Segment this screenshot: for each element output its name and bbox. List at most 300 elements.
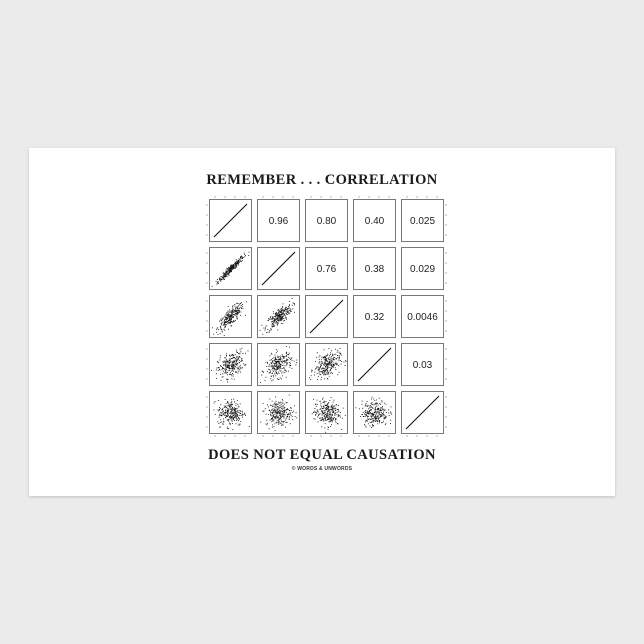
scatter-point xyxy=(327,408,328,409)
scatter-point xyxy=(331,368,332,369)
scatter-point xyxy=(242,306,243,307)
scatter-point xyxy=(338,405,339,406)
scatter-point xyxy=(226,318,227,319)
scatter-point xyxy=(328,402,329,403)
scatter-point xyxy=(272,324,273,325)
scatter-point xyxy=(390,420,391,421)
scatter-point xyxy=(377,420,378,421)
scatter-point xyxy=(294,361,295,362)
scatter-point xyxy=(380,404,381,405)
scatter-point xyxy=(268,332,269,333)
scatter-point xyxy=(386,416,387,417)
scatter-point xyxy=(271,363,272,364)
scatter-point xyxy=(382,422,383,423)
scatter-point xyxy=(274,412,275,413)
scatter-point xyxy=(377,416,378,417)
scatter-point xyxy=(281,323,282,324)
scatter-point xyxy=(242,358,243,359)
scatter-point xyxy=(273,371,274,372)
correlation-label: 0.0046 xyxy=(407,312,438,323)
scatter-point xyxy=(271,380,272,381)
scatter-point xyxy=(230,365,231,366)
scatter-point xyxy=(379,422,380,423)
scatter-point xyxy=(237,317,238,318)
scatter-point xyxy=(274,406,275,407)
scatter-point xyxy=(231,318,232,319)
scatter-point xyxy=(220,326,221,327)
scatter-point xyxy=(245,315,246,316)
scatter-point xyxy=(314,372,315,373)
scatter-point xyxy=(280,319,281,320)
scatter-point xyxy=(292,360,293,361)
scatter-point xyxy=(283,408,284,409)
scatter-point xyxy=(222,409,223,410)
matrix-cell-2-4 xyxy=(402,296,444,338)
scatter-point xyxy=(289,365,290,366)
scatter-point xyxy=(314,412,315,413)
scatter-point xyxy=(227,414,228,415)
matrix-cell-3-4 xyxy=(402,344,444,386)
scatter-point xyxy=(324,410,325,411)
scatter-point xyxy=(226,360,227,361)
scatter-point xyxy=(242,414,243,415)
scatter-point xyxy=(235,411,236,412)
scatter-point xyxy=(381,416,382,417)
scatter-point xyxy=(331,350,332,351)
scatter-point xyxy=(320,374,321,375)
scatter-point xyxy=(226,412,227,413)
scatter-point xyxy=(284,368,285,369)
scatter-point xyxy=(319,368,320,369)
scatter-point xyxy=(290,309,291,310)
scatter-point xyxy=(260,382,261,383)
scatter-point xyxy=(230,424,231,425)
scatter-point xyxy=(382,406,383,407)
scatter-point xyxy=(239,356,240,357)
scatter-point xyxy=(371,413,372,414)
scatter-point xyxy=(370,407,371,408)
scatter-point xyxy=(219,414,220,415)
scatter-point xyxy=(275,396,276,397)
scatter-point xyxy=(274,318,275,319)
scatter-point xyxy=(286,363,287,364)
scatter-point xyxy=(328,372,329,373)
scatter-point xyxy=(283,414,284,415)
scatter-point xyxy=(314,411,315,412)
scatter-point xyxy=(333,402,334,403)
scatter-point xyxy=(368,423,369,424)
scatter-point xyxy=(228,410,229,411)
scatter-point xyxy=(265,408,266,409)
scatter-point xyxy=(323,374,324,375)
scatter-point xyxy=(223,278,224,279)
scatter-point xyxy=(273,320,274,321)
scatter-point xyxy=(232,307,233,308)
scatter-point xyxy=(331,417,332,418)
scatter-point xyxy=(377,421,378,422)
scatter-point xyxy=(284,315,285,316)
scatter-point xyxy=(235,308,236,309)
scatter-point xyxy=(271,326,272,327)
scatter-point xyxy=(331,363,332,364)
scatter-point xyxy=(236,259,237,260)
scatter-point xyxy=(220,408,221,409)
scatter-point xyxy=(228,275,229,276)
scatter-point xyxy=(321,403,322,404)
scatter-point xyxy=(367,405,368,406)
scatter-point xyxy=(279,366,280,367)
scatter-point xyxy=(236,350,237,351)
scatter-point xyxy=(236,418,237,419)
scatter-point xyxy=(367,412,368,413)
scatter-point xyxy=(231,374,232,375)
scatter-point xyxy=(284,360,285,361)
scatter-point xyxy=(263,411,264,412)
scatter-point xyxy=(329,406,330,407)
scatter-point xyxy=(325,405,326,406)
scatter-point xyxy=(218,411,219,412)
scatter-point xyxy=(368,413,369,414)
scatter-point xyxy=(233,364,234,365)
scatter-point xyxy=(267,424,268,425)
scatter-point xyxy=(224,362,225,363)
scatter-point xyxy=(282,306,283,307)
scatter-point xyxy=(272,362,273,363)
scatter-point xyxy=(218,362,219,363)
scatter-point xyxy=(334,359,335,360)
scatter-point xyxy=(327,374,328,375)
scatter-point xyxy=(309,377,310,378)
scatter-point xyxy=(288,313,289,314)
scatter-point xyxy=(333,406,334,407)
scatter-point xyxy=(235,267,236,268)
scatter-point xyxy=(238,358,239,359)
scatter-point xyxy=(281,310,282,311)
scatter-point xyxy=(282,354,283,355)
scatter-point xyxy=(331,365,332,366)
scatter-point xyxy=(231,371,232,372)
scatter-point xyxy=(314,408,315,409)
scatter-point xyxy=(278,412,279,413)
scatter-point xyxy=(220,278,221,279)
sticker xyxy=(29,148,615,496)
scatter-point xyxy=(344,362,345,363)
scatter-point xyxy=(284,361,285,362)
scatter-point xyxy=(330,370,331,371)
scatter-point xyxy=(278,420,279,421)
scatter-point xyxy=(319,357,320,358)
scatter-point xyxy=(375,415,376,416)
scatter-point xyxy=(375,411,376,412)
scatter-point xyxy=(277,404,278,405)
scatter-point xyxy=(388,413,389,414)
scatter-point xyxy=(228,317,229,318)
scatter-point xyxy=(278,409,279,410)
scatter-point xyxy=(330,354,331,355)
scatter-point xyxy=(272,424,273,425)
scatter-point xyxy=(328,363,329,364)
scatter-point xyxy=(230,372,231,373)
scatter-point xyxy=(227,365,228,366)
scatter-point xyxy=(241,256,242,257)
scatter-point xyxy=(336,414,337,415)
scatter-point xyxy=(286,353,287,354)
scatter-point xyxy=(325,419,326,420)
scatter-point xyxy=(319,355,320,356)
scatter-point xyxy=(322,362,323,363)
scatter-point xyxy=(332,405,333,406)
scatter-point xyxy=(249,252,250,253)
scatter-point xyxy=(345,360,346,361)
scatter-point xyxy=(296,417,297,418)
scatter-point xyxy=(244,254,245,255)
scatter-point xyxy=(280,411,281,412)
scatter-point xyxy=(331,358,332,359)
scatter-point xyxy=(317,400,318,401)
scatter-point xyxy=(280,411,281,412)
scatter-point xyxy=(324,418,325,419)
scatter-point xyxy=(383,415,384,416)
scatter-point xyxy=(330,426,331,427)
matrix-cell-3-3 xyxy=(354,344,396,386)
scatter-point xyxy=(223,329,224,330)
scatter-point xyxy=(241,307,242,308)
scatter-point xyxy=(276,403,277,404)
scatter-point xyxy=(273,416,274,417)
scatter-point xyxy=(225,412,226,413)
scatter-point xyxy=(222,318,223,319)
scatter-point xyxy=(326,407,327,408)
scatter-point xyxy=(224,373,225,374)
scatter-point xyxy=(272,409,273,410)
scatter-point xyxy=(277,413,278,414)
scatter-point xyxy=(274,417,275,418)
scatter-point xyxy=(274,365,275,366)
scatter-point xyxy=(311,371,312,372)
scatter-point xyxy=(326,370,327,371)
scatter-point xyxy=(380,416,381,417)
scatter-point xyxy=(289,310,290,311)
scatter-point xyxy=(224,415,225,416)
scatter-point xyxy=(230,317,231,318)
scatter-point xyxy=(325,366,326,367)
scatter-point xyxy=(324,401,325,402)
scatter-point xyxy=(277,368,278,369)
scatter-point xyxy=(385,404,386,405)
scatter-point xyxy=(236,316,237,317)
scatter-point xyxy=(232,364,233,365)
scatter-point xyxy=(279,408,280,409)
scatter-point xyxy=(221,422,222,423)
scatter-point xyxy=(328,358,329,359)
scatter-point xyxy=(284,407,285,408)
scatter-point xyxy=(327,405,328,406)
scatter-point xyxy=(329,359,330,360)
scatter-point xyxy=(219,409,220,410)
scatter-point xyxy=(295,416,296,417)
scatter-point xyxy=(242,411,243,412)
scatter-point xyxy=(274,368,275,369)
scatter-point xyxy=(328,429,329,430)
scatter-point xyxy=(270,378,271,379)
scatter-point xyxy=(317,416,318,417)
scatter-point xyxy=(241,368,242,369)
scatter-point xyxy=(278,379,279,380)
matrix-cell-2-3 xyxy=(354,296,396,338)
scatter-point xyxy=(222,412,223,413)
scatter-point xyxy=(335,408,336,409)
scatter-point xyxy=(319,361,320,362)
scatter-point xyxy=(237,352,238,353)
scatter-point xyxy=(330,414,331,415)
scatter-point xyxy=(232,310,233,311)
scatter-point xyxy=(324,415,325,416)
scatter-point xyxy=(381,407,382,408)
scatter-point xyxy=(335,413,336,414)
scatter-point xyxy=(276,315,277,316)
scatter-point xyxy=(226,268,227,269)
scatter-point xyxy=(218,282,219,283)
scatter-point xyxy=(225,399,226,400)
scatter-point xyxy=(322,412,323,413)
scatter-point xyxy=(376,412,377,413)
scatter-point xyxy=(239,304,240,305)
scatter-point xyxy=(277,356,278,357)
scatter-point xyxy=(236,408,237,409)
scatter-point xyxy=(234,361,235,362)
scatter-point xyxy=(216,332,217,333)
scatter-point xyxy=(362,408,363,409)
scatter-point xyxy=(323,372,324,373)
scatter-point xyxy=(327,379,328,380)
scatter-point xyxy=(291,358,292,359)
scatter-point xyxy=(290,363,291,364)
scatter-point xyxy=(296,412,297,413)
scatter-point xyxy=(231,417,232,418)
scatter-point xyxy=(279,405,280,406)
scatter-point xyxy=(333,418,334,419)
scatter-point xyxy=(384,415,385,416)
scatter-point xyxy=(227,319,228,320)
scatter-point xyxy=(227,413,228,414)
scatter-point xyxy=(233,374,234,375)
matrix-cell-0-4 xyxy=(402,200,444,242)
scatter-point xyxy=(223,325,224,326)
scatter-point xyxy=(324,413,325,414)
scatter-point xyxy=(262,371,263,372)
scatter-point xyxy=(341,364,342,365)
scatter-point xyxy=(267,329,268,330)
scatter-point xyxy=(327,355,328,356)
scatter-point xyxy=(330,421,331,422)
scatter-point xyxy=(232,419,233,420)
scatter-point xyxy=(221,329,222,330)
scatter-point xyxy=(279,418,280,419)
scatter-point xyxy=(236,263,237,264)
scatter-point xyxy=(381,422,382,423)
scatter-point xyxy=(218,423,219,424)
scatter-point xyxy=(366,420,367,421)
scatter-point xyxy=(220,333,221,334)
scatter-point xyxy=(236,311,237,312)
scatter-point xyxy=(331,397,332,398)
scatter-point xyxy=(329,376,330,377)
scatter-point xyxy=(321,411,322,412)
scatter-point xyxy=(273,366,274,367)
scatter-point xyxy=(323,419,324,420)
scatter-point xyxy=(365,425,366,426)
scatter-point xyxy=(236,363,237,364)
scatter-point xyxy=(230,409,231,410)
matrix-cell-4-3 xyxy=(354,392,396,434)
scatter-point xyxy=(339,372,340,373)
scatter-point xyxy=(391,406,392,407)
cell-frame xyxy=(210,344,252,386)
scatter-point xyxy=(220,357,221,358)
scatter-point xyxy=(279,370,280,371)
scatter-point xyxy=(240,349,241,350)
scatter-point xyxy=(272,316,273,317)
scatter-point xyxy=(286,359,287,360)
scatter-point xyxy=(239,412,240,413)
scatter-point xyxy=(371,404,372,405)
scatter-point xyxy=(232,365,233,366)
scatter-point xyxy=(233,367,234,368)
scatter-point xyxy=(325,368,326,369)
scatter-point xyxy=(269,410,270,411)
correlation-label: 0.96 xyxy=(268,216,289,227)
scatter-point xyxy=(238,305,239,306)
scatter-point xyxy=(225,364,226,365)
scatter-point xyxy=(379,403,380,404)
scatter-point xyxy=(235,366,236,367)
scatter-point xyxy=(277,351,278,352)
scatter-point xyxy=(333,359,334,360)
scatter-point xyxy=(217,409,218,410)
scatter-point xyxy=(374,418,375,419)
scatter-point xyxy=(327,411,328,412)
scatter-point xyxy=(232,416,233,417)
scatter-point xyxy=(277,319,278,320)
scatter-point xyxy=(285,308,286,309)
scatter-point xyxy=(225,272,226,273)
scatter-point xyxy=(324,402,325,403)
scatter-point xyxy=(323,421,324,422)
scatter-point xyxy=(231,408,232,409)
scatter-point xyxy=(245,364,246,365)
scatter-point xyxy=(369,408,370,409)
scatter-point xyxy=(363,412,364,413)
scatter-point xyxy=(290,423,291,424)
scatter-point xyxy=(276,407,277,408)
scatter-point xyxy=(272,321,273,322)
scatter-point xyxy=(289,394,290,395)
scatter-point xyxy=(381,400,382,401)
scatter-point xyxy=(229,319,230,320)
scatter-point xyxy=(224,320,225,321)
scatter-point xyxy=(332,420,333,421)
scatter-point xyxy=(228,421,229,422)
scatter-point xyxy=(332,354,333,355)
scatter-point xyxy=(240,372,241,373)
scatter-point xyxy=(374,400,375,401)
scatter-point xyxy=(272,373,273,374)
scatter-point xyxy=(236,267,237,268)
scatter-point xyxy=(281,408,282,409)
scatter-point xyxy=(296,362,297,363)
scatter-point xyxy=(339,360,340,361)
scatter-point xyxy=(282,310,283,311)
